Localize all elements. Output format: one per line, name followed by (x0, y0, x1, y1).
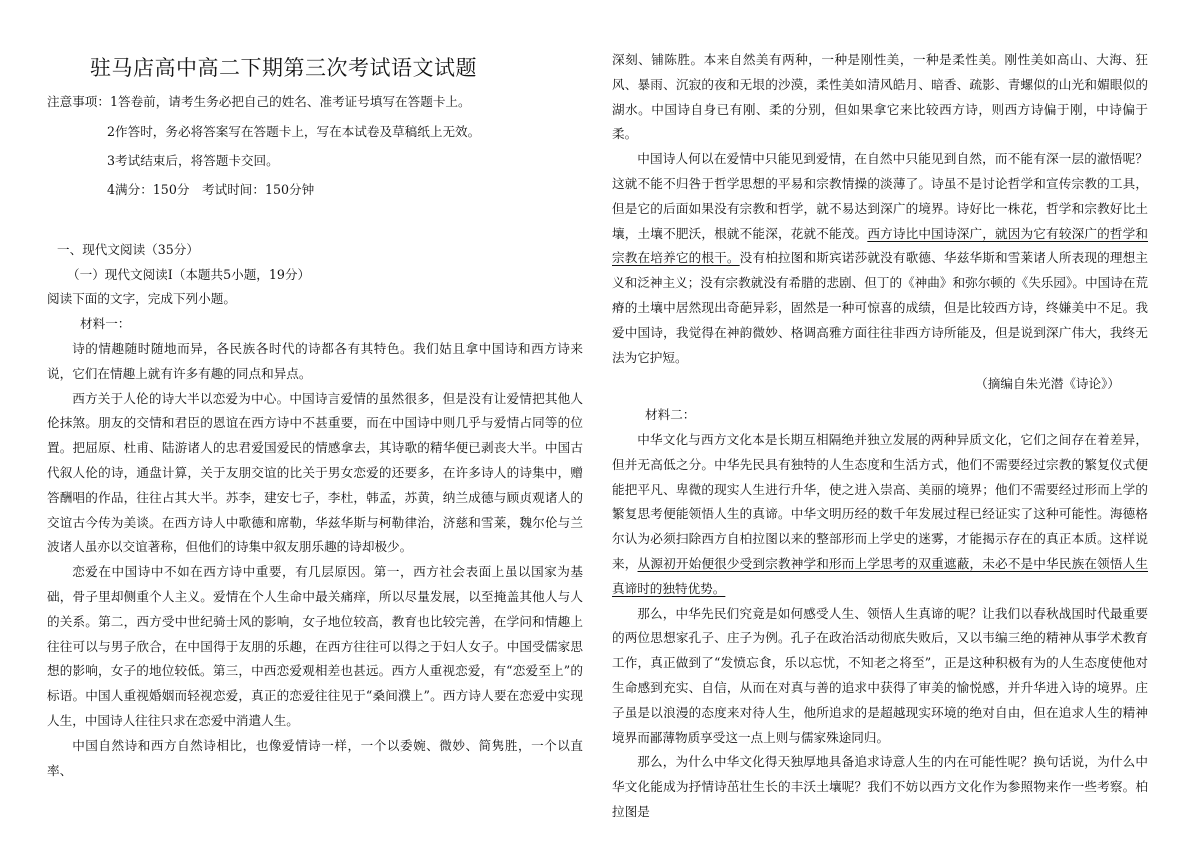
right-column (612, 48, 1148, 825)
material-1-paragraph: 恋爱在中国诗中不如在西方诗中重要，有几层原因。第一，西方社会表面上虽以国家为基础，骨子里却侧重个人主义。爱情在个人生命中最关痛痒，所以尽量发展，以至掩盖其他人与人的关系。第二，西方受中世纪骑士风的影响，女子地位较高，教育也比较完善，在学问和情趣上往往可以与男子欣合，在中国得于友朋的乐趣，在西方往往可以得之于妇人女子。中国受儒家思想的影响，女子的地位较低。第三，中西恋爱观相差也甚远。西方人重视恋爱，有“恋爱至上”的标语。中国人重视婚姻而轻视恋爱，真正的恋爱往往见于“桑间濮上”。西方诗人要在恋爱中实现人生，中国诗人往往只求在恋爱中消遣人生。 (47, 564, 583, 728)
material-2-paragraph (612, 428, 1148, 602)
material-1-paragraph: 西方关于人伦的诗大半以恋爱为中心。中国诗言爱情的虽然很多，但是没有让爱情把其他人伦抹煞。朋友的交情和君臣的恩谊在西方诗中不甚重要，而在中国诗中则几乎与爱情占同等的位置。把屈原、杜甫、陆游诸人的忠君爱国爱民的情感拿去，其诗歌的精华便已剥丧大半。中国古代叙人伦的诗，通盘计算，关于友朋交谊的比关于男女恋爱的还要多，在许多诗人的诗集中，赠答酬唱的作品，往往占其大半。苏李，建安七子，李杜，韩孟，苏黄，纳兰成德与顾贞观诸人的交谊古今传为美谈。在西方诗人中歌德和席勒，华兹华斯与柯勒律治，济慈和雪莱，魏尔伦与兰波诸人虽亦以交谊著称，但他们的诗集中叙友朋乐趣的诗却极少。 (47, 390, 583, 555)
left-column (47, 52, 583, 783)
material-2-label: 材料二： (645, 407, 696, 423)
exam-note-item: 2作答时，务必将答案写在答题卡上，写在本试卷及草稿纸上无效。 (107, 123, 481, 139)
material-1-label: 材料一： (80, 316, 131, 332)
material-1-paragraph: 中国自然诗和西方自然诗相比，也像爱情诗一样，一个以委婉、微妙、简隽胜，一个以直率、 (47, 737, 583, 778)
paragraph-text: 中国诗人何以在爱情中只能见到爱情，在自然中只能见到自然，而不能有深一层的澈悟呢？这就不能不归咎于哲学思想的平易和宗教情操的淡薄了。诗虽不是讨论哲学和宣传宗教的工具，但是它的后面如果没有宗教和哲学，就不易达到深广的境界。诗好比一株花，哲学和宗教好比土壤，土壤不肥沃，根就不能深，花就不能茂。 (612, 151, 1148, 241)
material-1-paragraph-continued: 深刻、铺陈胜。本来自然美有两种，一种是刚性美，一种是柔性美。刚性美如高山、大海、狂风、暴雨、沉寂的夜和无垠的沙漠，柔性美如清风皓月、暗香、疏影、青螺似的山光和媚眼似的湖水。中国诗自身已有刚、柔的分别，但如果拿它来比较西方诗，则西方诗偏于刚，中诗偏于柔。 (612, 52, 1148, 142)
exam-title: 驻马店高中高二下期第三次考试语文试题 (90, 56, 477, 80)
exam-note-item: 4满分：150分 考试时间：150分钟 (107, 181, 315, 197)
material-2-paragraph: 那么，中华先民们究竟是如何感受人生、领悟人生真谛的呢？让我们以春秋战国时代最重要的两位思想家孔子、庄子为例。孔子在政治活动彻底失败后，又以韦编三绝的精神从事学术教育工作，真正做到了“发愤忘食，乐以忘忧，不知老之将至”，正是这种积极有为的人生态度使他对生命感到充实、自信，从而在对真与善的追求中获得了审美的愉悦感，并升华进入诗的境界。庄子虽是以浪漫的态度来对待人生，他所追求的是超越现实环境的绝对自由，但在追求人生的精神境界而鄙薄物质享受这一点上则与儒家殊途同归。 (612, 605, 1148, 745)
material-1-paragraph (612, 147, 1148, 370)
exam-notes-heading: 注意事项：1答卷前，请考生务必把自己的姓名、准考证号填写在答题卡上。 (47, 94, 471, 109)
exam-note-item: 3考试结束后，将答题卡交回。 (107, 152, 279, 168)
paragraph-text: 中华文化与西方文化本是长期互相隔绝并独立发展的两种异质文化，它们之间存在着差异，但并无高低之分。中华先民具有独特的人生态度和生活方式，他们不需要经过宗教的繁复仪式便能把平凡、卑微的现实人生进行升华，使之进入崇高、美丽的境界；他们不需要经过形而上学的繁复思考便能领悟人生的真谛。中华文明历经的数千年发展过程已经证实了这种可能性。海德格尔认为必须扫除西方自柏拉图以来的整部形而上学史的迷雾，才能揭示存在的真正本质。这样说来， (612, 431, 1148, 571)
reading-instruction: 阅读下面的文字，完成下列小题。 (47, 291, 236, 307)
paragraph-text: 没有柏拉图和斯宾诺莎就没有歌德、华兹华斯和雪莱诸人所表现的理想主义和泛神主义；没有宗教就没有希腊的悲剧、但丁的《神曲》和弥尔顿的《失乐园》。中国诗在荒瘠的土壤中居然现出奇葩异彩，固然是一种可惊喜的成绩，但是比较西方诗，终嫌美中不足。我爱中国诗，我觉得在神韵微妙、格调高雅方面往往非西方诗所能及，但是说到深广伟大，我终无法为它护短。 (612, 250, 1149, 365)
material-1-source: （摘编自朱光潜《诗论》） (975, 376, 1120, 392)
material-2-paragraph: 那么，为什么中华文化得天独厚地具备追求诗意人生的内在可能性呢？换句话说，为什么中华文化能成为抒情诗茁壮生长的丰沃土壤呢？我们不妨以西方文化作为参照物来作一些考察。柏拉图是 (612, 754, 1148, 819)
spacer (47, 202, 583, 238)
material-1-paragraph: 诗的情趣随时随地而异，各民族各时代的诗都各有其特色。我们姑且拿中国诗和西方诗来说，它们在情趣上就有许多有趣的同点和异点。 (47, 340, 583, 381)
subsection-heading: （一）现代文阅读Ⅰ（本题共5小题，19分） (67, 266, 311, 282)
section-heading: 一、现代文阅读（35分） (57, 241, 199, 257)
underlined-sentence: 从源初开始便很少受到宗教神学和形而上学思考的双重遮蔽，未必不是中华民族在领悟人生真谛时的独特优势。 (612, 555, 1149, 596)
underlined-sentence: 西方诗比中国诗深广，就因为它有较深广的哲学和宗教在培养它的根干。 (612, 225, 1149, 266)
